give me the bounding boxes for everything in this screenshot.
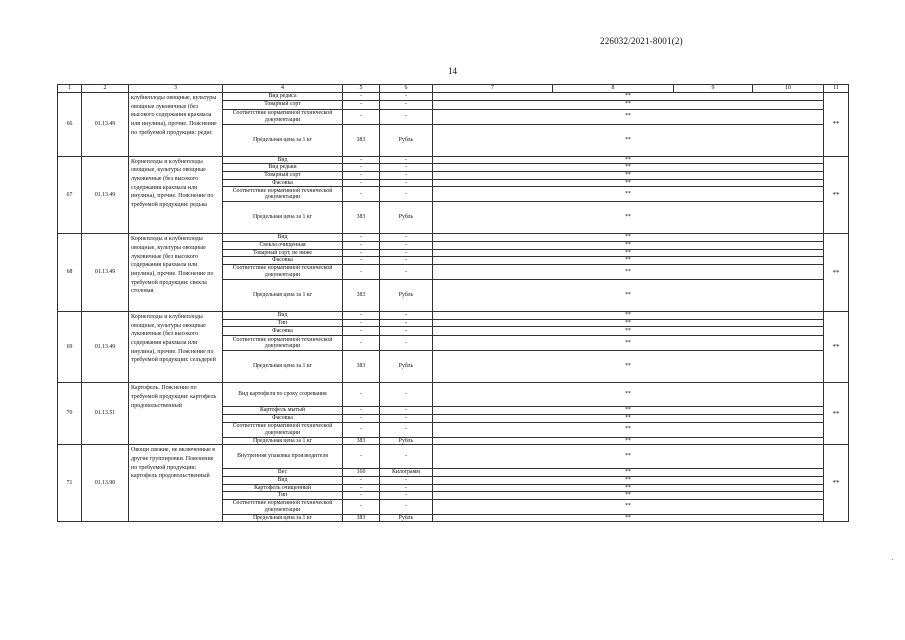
characteristic-name: Соответствие нормативной технической документации [223, 499, 343, 514]
unit-code: - [343, 93, 380, 101]
characteristic-value: ** [433, 100, 824, 109]
characteristic-name: Товарный сорт [223, 171, 343, 179]
unit-name: - [380, 422, 433, 437]
okpd-code: 01.13.49 [82, 311, 129, 382]
unit-name: - [380, 414, 433, 422]
table-row [58, 311, 849, 319]
unit-code: - [343, 109, 380, 124]
okpd-code: 01.13.51 [82, 383, 129, 445]
item-description: Картофель. Пояснение по требуемой продукции: картофель продовольственный [129, 383, 223, 445]
column-header: 4 [223, 85, 343, 93]
characteristic-value: ** [433, 319, 824, 327]
unit-name: - [380, 171, 433, 179]
unit-code: - [343, 179, 380, 187]
characteristic-value: ** [433, 484, 824, 492]
characteristic-name: Соответствие нормативной технической документации [223, 187, 343, 202]
unit-code: 166 [343, 469, 380, 477]
unit-name: - [380, 311, 433, 319]
unit-code: - [343, 249, 380, 257]
unit-name: - [380, 257, 433, 265]
row-mark: ** [824, 445, 849, 522]
column-header: 10 [753, 85, 824, 93]
unit-code: - [343, 492, 380, 500]
characteristic-name: Тип [223, 319, 343, 327]
specification-table [57, 84, 849, 522]
characteristic-value: ** [433, 351, 824, 383]
column-header: 2 [82, 85, 129, 93]
unit-name: - [380, 249, 433, 257]
characteristic-value: ** [433, 109, 824, 124]
unit-name: - [380, 476, 433, 484]
characteristic-value: ** [433, 249, 824, 257]
unit-code: - [343, 319, 380, 327]
unit-code: 383 [343, 437, 380, 445]
characteristic-name: Вид картофеля по сроку созревания [223, 383, 343, 407]
unit-code: - [343, 327, 380, 336]
unit-code: 383 [343, 351, 380, 383]
unit-name: - [380, 327, 433, 336]
characteristic-value: ** [433, 171, 824, 179]
row-mark: ** [824, 311, 849, 382]
characteristic-value: ** [433, 414, 824, 422]
table-body [58, 85, 849, 522]
unit-name: - [380, 164, 433, 172]
unit-name: - [380, 445, 433, 469]
unit-name: - [380, 492, 433, 500]
item-description: Корнеплоды и клубнеплоды овощные, культуры овощные луковичные (без высокого содержания крахмала или инулина), прочие. Пояснение по требуемой продукции: свекла столовая [129, 234, 223, 312]
characteristic-name: Фасовка [223, 327, 343, 336]
characteristic-value: ** [433, 279, 824, 311]
unit-name: Рубль [380, 202, 433, 234]
column-header: 3 [129, 85, 223, 93]
unit-code: - [343, 499, 380, 514]
okpd-code: 01.13.49 [82, 93, 129, 157]
characteristic-name: Предельная цена за 1 кг [223, 514, 343, 522]
table-row [58, 445, 849, 469]
page-number: 14 [448, 66, 457, 76]
unit-code: - [343, 311, 380, 319]
unit-code: 383 [343, 514, 380, 522]
characteristic-value: ** [433, 93, 824, 101]
column-header: 9 [674, 85, 753, 93]
unit-name: Рубль [380, 279, 433, 311]
unit-code: - [343, 484, 380, 492]
characteristic-value: ** [433, 422, 824, 437]
row-number: 66 [58, 93, 82, 157]
characteristic-name: Внутренняя упаковка производителя [223, 445, 343, 469]
item-description: Корнеплоды и клубнеплоды овощные, культуры овощные луковичные (без высокого содержания крахмала или инулина), прочие. Пояснение по требуемой продукции: редька [129, 156, 223, 234]
unit-name: - [380, 336, 433, 351]
unit-code: - [343, 156, 380, 164]
characteristic-value: ** [433, 311, 824, 319]
unit-code: - [343, 234, 380, 242]
characteristic-value: ** [433, 241, 824, 249]
characteristic-value: ** [433, 257, 824, 265]
unit-code: 383 [343, 124, 380, 156]
unit-code: - [343, 383, 380, 407]
characteristic-value: ** [433, 264, 824, 279]
characteristic-name: Товарный сорт [223, 100, 343, 109]
unit-name: Рубль [380, 514, 433, 522]
unit-code: - [343, 422, 380, 437]
characteristic-value: ** [433, 445, 824, 469]
characteristic-value: ** [433, 187, 824, 202]
characteristic-name: Вид [223, 156, 343, 164]
characteristic-value: ** [433, 202, 824, 234]
row-number: 69 [58, 311, 82, 382]
row-mark: ** [824, 234, 849, 312]
unit-code: - [343, 100, 380, 109]
item-description: Овощи свежие, не включенные в другие группировки. Пояснение по требуемой продукции: картофель продовольственный [129, 445, 223, 522]
okpd-code: 01.13.49 [82, 234, 129, 312]
okpd-code: 01.13.49 [82, 156, 129, 234]
unit-name: Рубль [380, 437, 433, 445]
row-mark: ** [824, 383, 849, 445]
unit-code: - [343, 445, 380, 469]
characteristic-name: Вид [223, 234, 343, 242]
unit-code: 383 [343, 279, 380, 311]
header-row [58, 85, 849, 93]
characteristic-value: ** [433, 156, 824, 164]
characteristic-name: Соответствие нормативной технической документации [223, 109, 343, 124]
column-header: 1 [58, 85, 82, 93]
characteristic-name: Картофель очищенный [223, 484, 343, 492]
unit-name: Килограмм [380, 469, 433, 477]
column-header: 7 [433, 85, 553, 93]
characteristic-name: Соответствие нормативной технической документации [223, 336, 343, 351]
characteristic-name: Соответствие нормативной технической документации [223, 264, 343, 279]
characteristic-name: Фасовка [223, 257, 343, 265]
characteristic-name: Вид редиса [223, 93, 343, 101]
okpd-code: 01.13.90 [82, 445, 129, 522]
characteristic-value: ** [433, 164, 824, 172]
unit-name: - [380, 264, 433, 279]
unit-name: - [380, 156, 433, 164]
unit-name: - [380, 484, 433, 492]
column-header: 8 [553, 85, 674, 93]
unit-name: - [380, 383, 433, 407]
row-mark: ** [824, 156, 849, 234]
characteristic-name: Соответствие нормативной технической документации [223, 422, 343, 437]
unit-code: - [343, 241, 380, 249]
characteristic-value: ** [433, 469, 824, 477]
characteristic-name: Фасовка [223, 179, 343, 187]
characteristic-name: Предельная цена за 1 кг [223, 124, 343, 156]
unit-name: - [380, 179, 433, 187]
unit-name: - [380, 499, 433, 514]
document-number: 226032/2021-8001(2) [600, 36, 683, 46]
scan-speck: · [891, 556, 894, 564]
item-description: клубнеплоды овощные, культуры овощные луковичные (без высокого содержания крахмала или инулина), прочие. Пояснение по требуемой продукции: редис [129, 93, 223, 157]
table-row [58, 234, 849, 242]
unit-name: - [380, 234, 433, 242]
characteristic-value: ** [433, 492, 824, 500]
characteristic-value: ** [433, 124, 824, 156]
unit-code: - [343, 264, 380, 279]
row-number: 67 [58, 156, 82, 234]
unit-name: - [380, 187, 433, 202]
table-row [58, 383, 849, 407]
characteristic-name: Предельная цена за 1 кг [223, 202, 343, 234]
characteristic-value: ** [433, 514, 824, 522]
unit-code: - [343, 407, 380, 415]
unit-code: - [343, 476, 380, 484]
characteristic-value: ** [433, 383, 824, 407]
characteristic-value: ** [433, 327, 824, 336]
unit-name: - [380, 407, 433, 415]
characteristic-value: ** [433, 336, 824, 351]
characteristic-name: Предельная цена за 1 кг [223, 437, 343, 445]
column-header: 6 [380, 85, 433, 93]
table-row [58, 93, 849, 101]
characteristic-name: Вид [223, 311, 343, 319]
unit-name: - [380, 93, 433, 101]
unit-code: - [343, 257, 380, 265]
row-number: 71 [58, 445, 82, 522]
characteristic-name: Вид [223, 476, 343, 484]
characteristic-name: Фасовка [223, 414, 343, 422]
unit-name: Рубль [380, 124, 433, 156]
row-number: 70 [58, 383, 82, 445]
unit-code: 383 [343, 202, 380, 234]
unit-name: - [380, 319, 433, 327]
unit-code: - [343, 187, 380, 202]
unit-code: - [343, 164, 380, 172]
characteristic-name: Картофель мытый [223, 407, 343, 415]
unit-code: - [343, 171, 380, 179]
characteristic-value: ** [433, 437, 824, 445]
characteristic-value: ** [433, 499, 824, 514]
row-mark: ** [824, 93, 849, 157]
characteristic-value: ** [433, 407, 824, 415]
column-header: 11 [824, 85, 849, 93]
characteristic-name: Предельная цена за 1 кг [223, 351, 343, 383]
table-row [58, 156, 849, 164]
unit-code: - [343, 336, 380, 351]
unit-name: Рубль [380, 351, 433, 383]
unit-name: - [380, 109, 433, 124]
characteristic-name: Тип [223, 492, 343, 500]
characteristic-value: ** [433, 234, 824, 242]
characteristic-value: ** [433, 476, 824, 484]
characteristic-name: Предельная цена за 1 кг [223, 279, 343, 311]
characteristic-name: Свекла очищенная [223, 241, 343, 249]
unit-name: - [380, 241, 433, 249]
characteristic-value: ** [433, 179, 824, 187]
unit-name: - [380, 100, 433, 109]
characteristic-name: Вес [223, 469, 343, 477]
characteristic-name: Товарный сорт, не ниже [223, 249, 343, 257]
row-number: 68 [58, 234, 82, 312]
column-header: 5 [343, 85, 380, 93]
item-description: Корнеплоды и клубнеплоды овощные, культуры овощные луковичные (без высокого содержания крахмала или инулина), прочие. Пояснение по требуемой продукции: сельдерей [129, 311, 223, 382]
characteristic-name: Вид редьки [223, 164, 343, 172]
unit-code: - [343, 414, 380, 422]
